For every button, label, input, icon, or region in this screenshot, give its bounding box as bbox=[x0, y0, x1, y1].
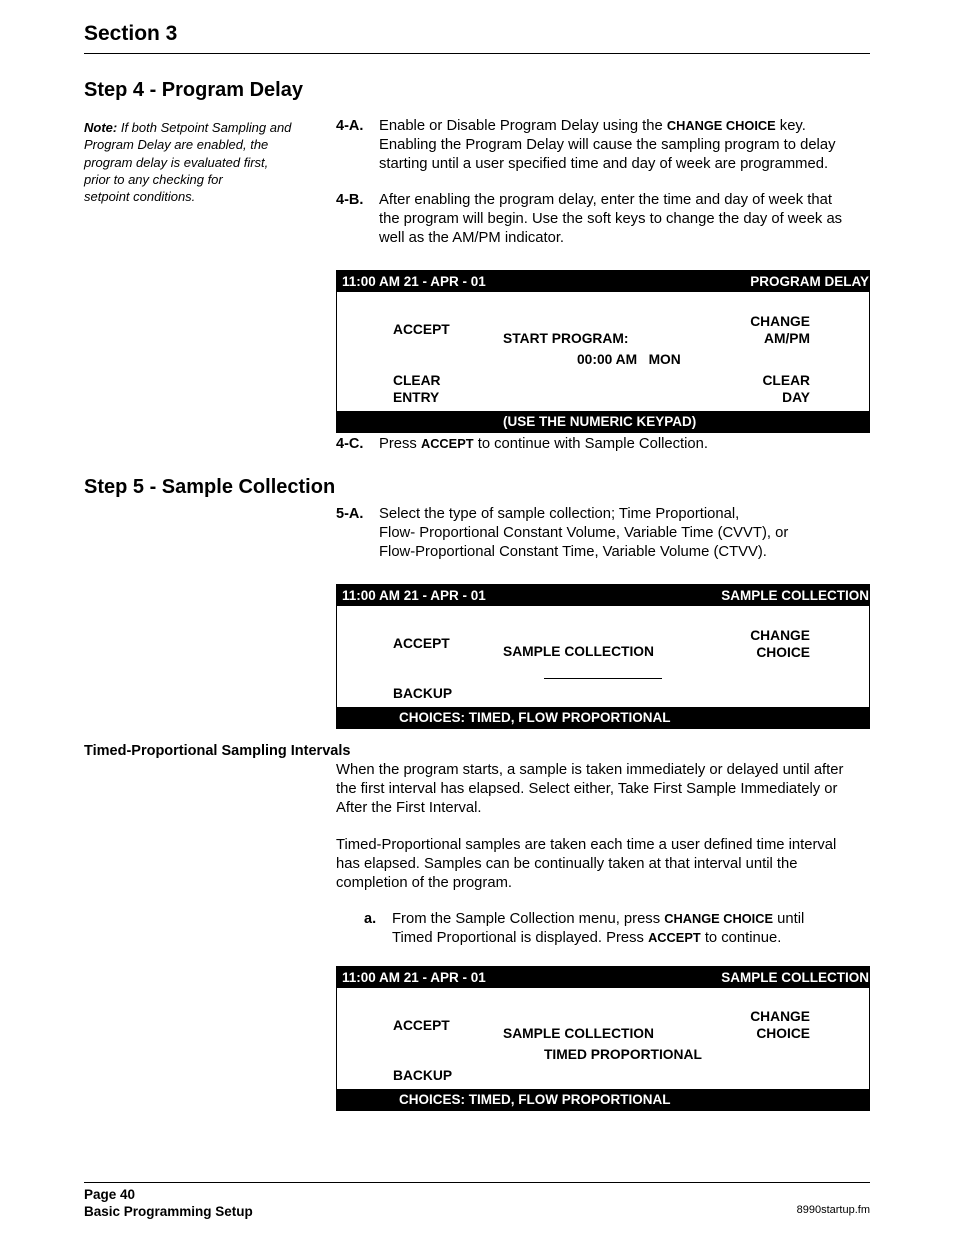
step-4a-text bbox=[379, 117, 869, 173]
note-line-4: prior to any checking for bbox=[84, 171, 223, 187]
screen-header-bar bbox=[337, 585, 869, 606]
footer-rule bbox=[84, 1182, 870, 1183]
step-5a-line2: Flow- Proportional Constant Volume, Variable Time (CVVT), or bbox=[379, 524, 789, 541]
selected-choice-value: TIMED PROPORTIONAL bbox=[544, 1047, 702, 1062]
step-5a-line3: Flow-Proportional Constant Time, Variable Volume (CTVV). bbox=[379, 543, 767, 560]
note-line-5: setpoint conditions. bbox=[84, 189, 196, 205]
step-a-label: a. bbox=[364, 911, 377, 927]
timed-paragraph-2 bbox=[336, 836, 870, 892]
accept-key: ACCEPT bbox=[420, 436, 474, 451]
change-choice-key: CHANGE CHOICE bbox=[666, 118, 776, 133]
softkey-change-choice[interactable] bbox=[750, 627, 810, 661]
softkey-change-ampm[interactable] bbox=[750, 313, 810, 347]
softkey-change-choice[interactable] bbox=[750, 1008, 810, 1042]
sample-collection-label: SAMPLE COLLECTION bbox=[503, 1026, 654, 1041]
step-4b-line1: After enabling the program delay, enter the time and day of week that bbox=[379, 192, 832, 208]
screen-mode: PROGRAM DELAY bbox=[750, 274, 869, 289]
softkey-accept[interactable]: ACCEPT bbox=[393, 636, 450, 651]
step-4a-line2: Enabling the Program Delay will cause the sampling program to delay bbox=[379, 136, 836, 153]
screen-footer-text: (USE THE NUMERIC KEYPAD) bbox=[503, 414, 697, 429]
step-a-post: to continue. bbox=[704, 929, 782, 946]
softkey-change-choice-line1: CHANGE bbox=[750, 1009, 810, 1024]
screen-mode: SAMPLE COLLECTION bbox=[721, 970, 869, 985]
screen-datetime: 11:00 AM 21 - APR - 01 bbox=[342, 274, 486, 289]
softkey-clear-day[interactable] bbox=[762, 372, 810, 406]
screen-mode: SAMPLE COLLECTION bbox=[721, 588, 869, 603]
screen-footer-bar bbox=[337, 1089, 869, 1110]
step-4b-line3: well as the AM/PM indicator. bbox=[379, 229, 565, 246]
step-4b-label: 4-B. bbox=[336, 192, 364, 208]
timed-p2-line3: completion of the program. bbox=[336, 874, 513, 891]
timed-proportional-title: Timed-Proportional Sampling Intervals bbox=[84, 743, 351, 759]
step-4a-post: key. bbox=[779, 118, 806, 134]
step-4c-pre: Press bbox=[379, 436, 417, 452]
screen-datetime: 11:00 AM 21 - APR - 01 bbox=[342, 970, 486, 985]
step-4a-pre: Enable or Disable Program Delay using the bbox=[379, 118, 663, 134]
section-title: Section 3 bbox=[84, 22, 178, 45]
step-4a-label: 4-A. bbox=[336, 118, 364, 134]
page-number: Page 40 bbox=[84, 1187, 136, 1202]
timed-p1-line1: When the program starts, a sample is taken immediately or delayed until after bbox=[336, 762, 844, 778]
screen-footer-text: CHOICES: TIMED, FLOW PROPORTIONAL bbox=[399, 1092, 671, 1107]
chapter-name: Basic Programming Setup bbox=[84, 1204, 253, 1219]
softkey-change-choice-line2: CHOICE bbox=[756, 1026, 810, 1041]
sample-collection-screen bbox=[336, 584, 870, 729]
screen-datetime: 11:00 AM 21 - APR - 01 bbox=[342, 588, 486, 603]
choice-blank-field bbox=[544, 678, 662, 679]
timed-p2-line2: has elapsed. Samples can be continually taken at that interval until the bbox=[336, 855, 798, 872]
start-program-label: START PROGRAM: bbox=[503, 331, 629, 346]
softkey-clear-entry-line1: CLEAR bbox=[393, 373, 441, 388]
page-footer bbox=[84, 1186, 253, 1220]
step-5a-text bbox=[379, 505, 869, 561]
accept-key: ACCEPT bbox=[648, 929, 701, 945]
softkey-clear-day-line2: DAY bbox=[782, 390, 810, 405]
step-5a-label: 5-A. bbox=[336, 506, 364, 522]
softkey-backup[interactable]: BACKUP bbox=[393, 1068, 453, 1083]
timed-paragraph-1 bbox=[336, 761, 870, 817]
step4-title: Step 4 - Program Delay bbox=[84, 79, 303, 101]
softkey-change-ampm-line2: AM/PM bbox=[764, 331, 810, 346]
step-4b-line2: the program will begin. Use the soft keys to change the day of week as bbox=[379, 210, 843, 227]
start-program-value: 00:00 AM MON bbox=[577, 352, 681, 367]
step-4a-line3: starting until a user specified time and day of week are programmed. bbox=[379, 155, 829, 172]
step-a-mid: until bbox=[777, 911, 805, 927]
step-a-pre: From the Sample Collection menu, press bbox=[392, 911, 661, 927]
softkey-accept[interactable]: ACCEPT bbox=[393, 1018, 450, 1033]
screen-footer-text: CHOICES: TIMED, FLOW PROPORTIONAL bbox=[399, 710, 671, 725]
timed-p1-line3: After the First Interval. bbox=[336, 799, 482, 816]
program-delay-screen bbox=[336, 270, 870, 433]
step-a-text bbox=[392, 910, 870, 948]
screen-footer-bar bbox=[337, 411, 869, 432]
softkey-change-choice-line1: CHANGE bbox=[750, 628, 810, 643]
softkey-accept[interactable]: ACCEPT bbox=[393, 322, 450, 337]
screen-header-bar bbox=[337, 967, 869, 988]
step-4b-text bbox=[379, 191, 869, 247]
note-line-1: If both Setpoint Sampling and bbox=[120, 120, 292, 135]
timed-p1-line2: the first interval has elapsed. Select either, Take First Sample Immediately or bbox=[336, 780, 838, 797]
screen-header-bar bbox=[337, 271, 869, 292]
softkey-change-choice-line2: CHOICE bbox=[756, 645, 810, 660]
softkey-clear-day-line1: CLEAR bbox=[762, 373, 810, 388]
note-line-3: program delay is evaluated first, bbox=[84, 154, 269, 170]
softkey-change-ampm-line1: CHANGE bbox=[750, 314, 810, 329]
softkey-clear-entry[interactable] bbox=[393, 372, 441, 406]
screen-footer-bar bbox=[337, 707, 869, 728]
timed-proportional-screen bbox=[336, 966, 870, 1111]
change-choice-key: CHANGE CHOICE bbox=[664, 911, 774, 926]
softkey-clear-entry-line2: ENTRY bbox=[393, 390, 440, 405]
sample-collection-label: SAMPLE COLLECTION bbox=[503, 644, 654, 659]
timed-p2-line1: Timed-Proportional samples are taken each time a user defined time interval bbox=[336, 837, 837, 853]
note-line-2: Program Delay are enabled, the bbox=[84, 137, 269, 153]
step-5a-line1: Select the type of sample collection; Time Proportional, bbox=[379, 506, 740, 522]
step-4c-text bbox=[379, 435, 869, 454]
header-rule bbox=[84, 53, 870, 54]
softkey-backup[interactable]: BACKUP bbox=[393, 686, 453, 701]
step4-note bbox=[84, 119, 320, 205]
step-4c-label: 4-C. bbox=[336, 436, 364, 452]
source-filename: 8990startup.fm bbox=[796, 1204, 870, 1216]
note-label: Note: bbox=[84, 120, 118, 135]
step-a-line2-pre: Timed Proportional is displayed. Press bbox=[392, 929, 644, 946]
step-4c-post: to continue with Sample Collection. bbox=[477, 436, 709, 452]
step5-title: Step 5 - Sample Collection bbox=[84, 476, 336, 498]
